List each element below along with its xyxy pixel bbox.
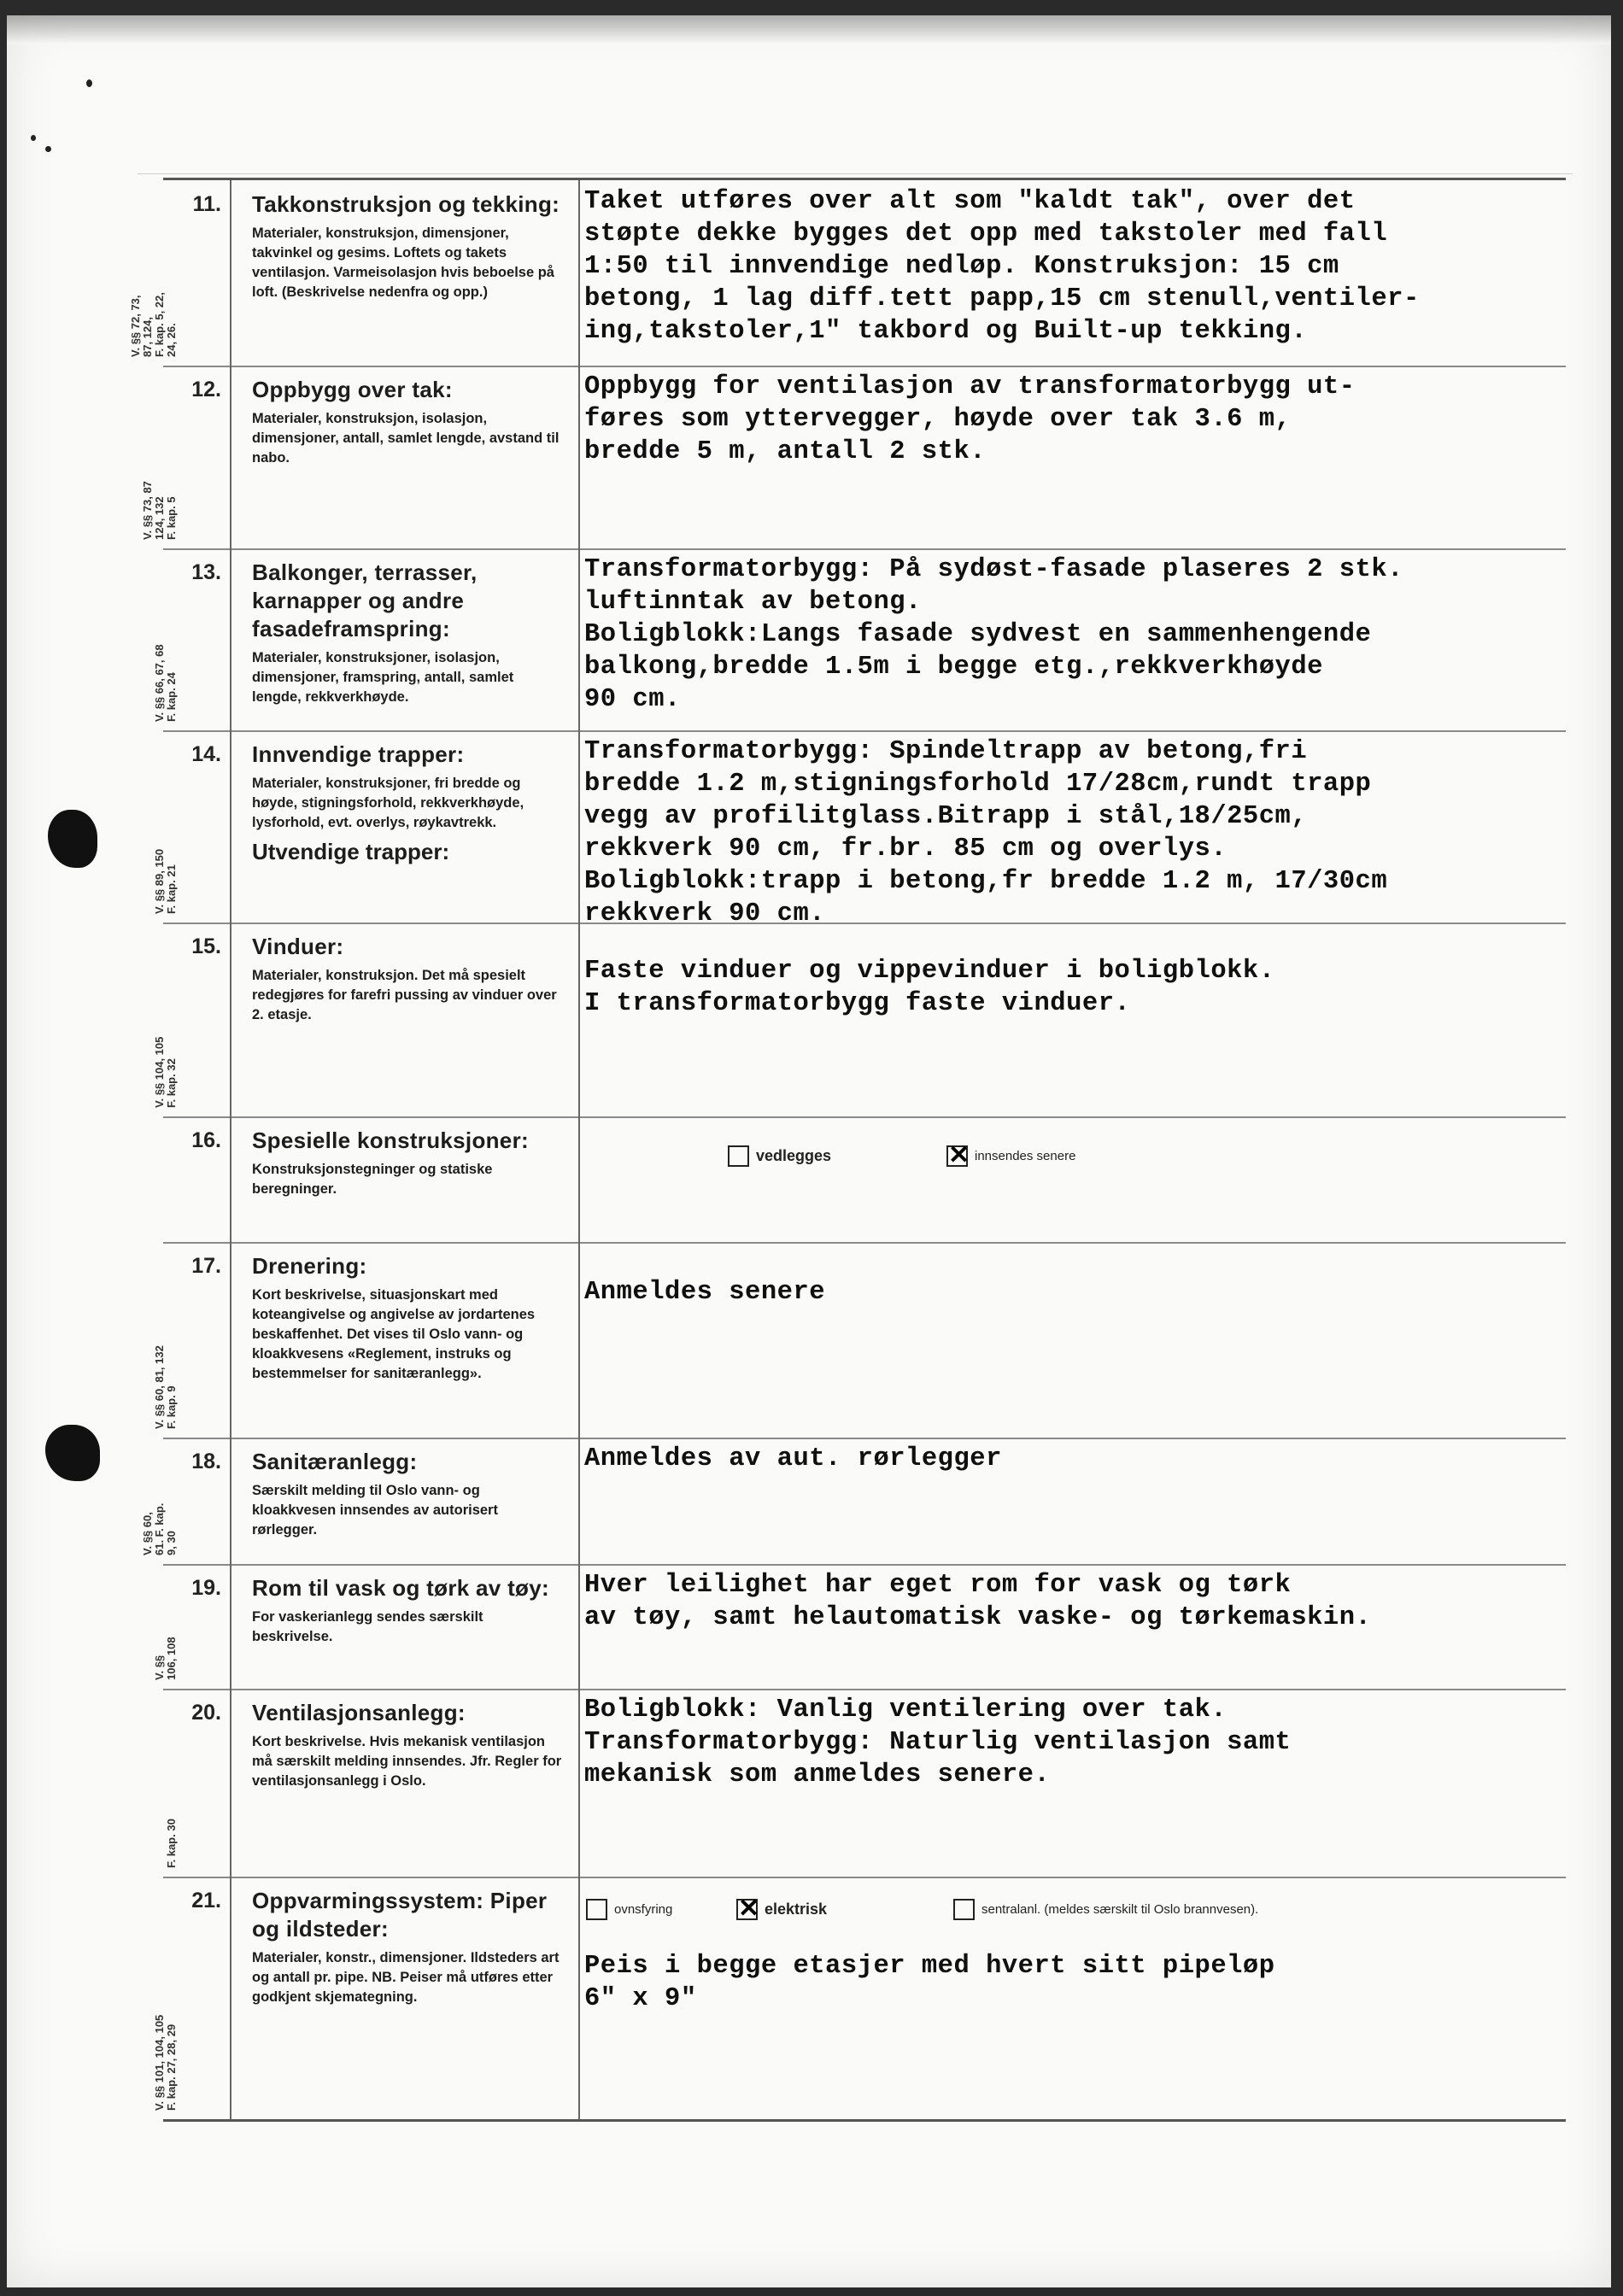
section-ref-column	[153, 1564, 231, 1689]
section-number: 11.	[192, 192, 221, 216]
option-stove-heating[interactable]	[586, 1899, 672, 1920]
checkbox-label: ovnsfyring	[614, 1902, 673, 1917]
section-instructions: Materialer, konstruksjon, isolasjon, dimensjoner, antall, samlet lengde, avstand til nabo.	[252, 411, 560, 466]
checkbox[interactable]	[586, 1899, 607, 1920]
option-attached[interactable]	[728, 1145, 831, 1167]
section-heading: Takkonstruksjon og tekking:	[252, 191, 560, 217]
section-label	[230, 1877, 580, 2119]
checkbox[interactable]: ✕	[738, 1895, 760, 1923]
typed-answer: Taket utføres over alt som "kaldt tak", over det støpte dekke bygges det opp med takstoler med fall 1:50 til innvendige nedløp. Konstruksjon: 15 cm betong, 1 lag diff.tett papp,15 cm stenull,ventiler- ing,takstoler,1" takbord og Built-up tekking.	[584, 187, 1420, 346]
checkbox-label: elektrisk	[765, 1901, 828, 1918]
option-electric[interactable]	[736, 1895, 828, 1923]
typed-answer: Transformatorbygg: På sydøst-fasade plaseres 2 stk. luftinntak av betong. Boligblokk:Langs fasade sydvest en sammenhengende balkong,bredde 1.5m i begge etg.,rekkverkhøyde 90 cm.	[584, 555, 1403, 714]
checkbox[interactable]: ✕	[948, 1141, 970, 1169]
law-reference: V. §§ 72, 73, 87, 124, F. kap. 5, 22, 24, 26.	[129, 292, 178, 357]
section-heading: Sanitæranlegg:	[252, 1449, 418, 1474]
typed-answer: Transformatorbygg: Spindeltrapp av betong,fri bredde 1.2 m,stigningsforhold 17/28cm,rundt trapp vegg av profilitglass.Bitrapp i stål,18/25cm, rekkverk 90 cm, fr.br. 85 cm og overlys. Boligblokk:trapp i betong,fr bredde 1.2 m, 17/30cm rekkverk 90 cm.	[584, 737, 1388, 928]
construction-description-form	[129, 178, 1566, 2122]
section-number: 19.	[191, 1576, 221, 1600]
checkbox[interactable]	[728, 1145, 749, 1167]
typed-answer: Peis i begge etasjer med hvert sitt pipeløp 6" x 9"	[584, 1952, 1275, 2013]
section-16-special-constructions	[163, 1116, 1566, 1244]
section-number: 20.	[191, 1701, 221, 1725]
section-heading: Rom til vask og tørk av tøy:	[252, 1575, 549, 1601]
section-heading: Oppbygg over tak:	[252, 377, 453, 402]
section-number: 16.	[191, 1128, 221, 1152]
section-ref-column	[153, 1877, 231, 2119]
typed-answer: Anmeldes senere	[584, 1278, 826, 1307]
section-12-roof-structures	[141, 366, 1566, 550]
law-reference: V. §§ 66, 67, 68 F. kap. 24	[153, 644, 178, 722]
section-ref-column	[129, 180, 231, 366]
section-instructions: Materialer, konstruksjon. Det må spesielt redegjøres for farefri pussing av vinduer over 2. etasje.	[252, 968, 557, 1022]
section-number: 14.	[191, 742, 221, 766]
section-label	[230, 922, 580, 1116]
section-11-roof	[129, 180, 1566, 367]
checkbox-label: vedlegges	[756, 1147, 832, 1164]
law-reference: F. kap. 30	[165, 1819, 178, 1868]
checkbox-label: sentralanl. (meldes særskilt til Oslo brannvesen).	[981, 1902, 1259, 1917]
section-instructions: Konstruksjonstegninger og statiske beregninger.	[252, 1162, 493, 1197]
section-instructions: Materialer, konstruksjon, dimensjoner, takvinkel og gesims. Loftets og takets ventilasjon. Varmeisolasjon hvis beboelse på loft. (Beskrivelse nedenfra og opp.)	[252, 226, 554, 300]
law-reference: V. §§ 60, 61. F. kap. 9, 30	[141, 1502, 178, 1555]
section-20-ventilation	[163, 1689, 1566, 1878]
scanned-form-page	[7, 15, 1611, 2287]
section-21-heating	[153, 1877, 1566, 2119]
section-ref-column	[141, 366, 231, 548]
section-instructions: Materialer, konstruksjoner, fri bredde og høyde, stigningsforhold, rekkverkhøyde, lysforhold, evt. overlys, røykavtrekk.	[252, 776, 524, 830]
section-18-sanitary	[141, 1438, 1566, 1566]
binder-hole-mark	[45, 1425, 100, 1481]
section-ref-column	[153, 548, 231, 730]
typed-answer: Anmeldes av aut. rørlegger	[584, 1444, 1002, 1473]
option-central-heating[interactable]	[953, 1899, 1258, 1920]
section-19-laundry	[153, 1564, 1566, 1690]
section-number: 12.	[191, 378, 221, 401]
section-ref-column	[141, 1438, 231, 1564]
binder-hole-mark	[48, 810, 97, 868]
section-17-drainage	[153, 1242, 1566, 1439]
section-instructions: Materialer, konstr., dimensjoner. Ildsteders art og antall pr. pipe. NB. Peiser må utføres etter godkjent skjemategning.	[252, 1950, 560, 2005]
section-label	[230, 1689, 580, 1877]
section-ref-column	[163, 1116, 231, 1242]
section-13-balconies	[153, 548, 1566, 732]
section-ref-column	[153, 1242, 231, 1438]
section-label	[230, 1242, 580, 1438]
checkbox-label: innsendes senere	[975, 1149, 1076, 1163]
typed-answer: Boligblokk: Vanlig ventilering over tak. Transformatorbygg: Naturlig ventilasjon samt mekanisk som anmeldes senere.	[584, 1696, 1292, 1789]
section-heading: Innvendige trapper:	[252, 741, 465, 767]
law-reference: V. §§ 60, 81, 132 F. kap. 9	[153, 1345, 178, 1429]
section-heading: Spesielle konstruksjoner:	[252, 1128, 529, 1153]
law-reference: V. §§ 101, 104, 105 F. kap. 27, 28, 29	[153, 2014, 178, 2111]
ink-speck	[86, 79, 92, 87]
section-14-stairs	[153, 730, 1566, 928]
section-number: 17.	[191, 1254, 221, 1278]
law-reference: V. §§ 106, 108	[153, 1637, 178, 1680]
section-heading: Vinduer:	[252, 934, 344, 959]
section-number: 18.	[191, 1450, 221, 1473]
ink-speck	[31, 135, 36, 141]
section-label	[230, 1116, 580, 1242]
section-15-windows	[153, 922, 1566, 1118]
section-heading-outdoor-stairs: Utvendige trapper:	[252, 839, 450, 864]
section-number: 13.	[191, 560, 221, 584]
section-heading: Oppvarmingssystem: Piper og ildsteder:	[252, 1888, 548, 1942]
checkbox[interactable]	[953, 1899, 975, 1920]
top-rule	[138, 173, 1573, 174]
section-label	[230, 366, 580, 548]
section-label	[230, 548, 580, 730]
section-number: 15.	[191, 934, 221, 958]
section-heading: Balkonger, terrasser, karnapper og andre fasadeframspring:	[252, 559, 478, 641]
section-heading: Drenering:	[252, 1253, 367, 1279]
section-instructions: Kort beskrivelse, situasjonskart med koteangivelse og angivelse av jordartenes beskaffenhet. Det vises til Oslo vann- og kloakkvesens «Reglement, instruks og bestemmelser for sanitæranlegg».	[252, 1287, 536, 1381]
section-heading: Ventilasjonsanlegg:	[252, 1700, 466, 1725]
section-number: 21.	[191, 1889, 221, 1912]
section-label	[230, 1564, 580, 1689]
section-ref-column	[163, 1689, 231, 1877]
section-label	[230, 180, 580, 366]
section-ref-column	[153, 730, 231, 922]
law-reference: V. §§ 104, 105 F. kap. 32	[153, 1036, 178, 1108]
typed-answer: Faste vinduer og vippevinduer i boligblokk. I transformatorbygg faste vinduer.	[584, 957, 1275, 1018]
scan-shadow-band	[7, 15, 1611, 44]
section-ref-column	[153, 922, 231, 1116]
section-instructions: For vaskerianlegg sendes særskilt beskrivelse.	[252, 1609, 483, 1644]
option-sent-later[interactable]	[946, 1141, 1076, 1169]
typed-answer: Hver leilighet har eget rom for vask og tørk av tøy, samt helautomatisk vaske- og tørkemaskin.	[584, 1571, 1372, 1632]
section-label	[230, 1438, 580, 1564]
typed-answer: Oppbygg for ventilasjon av transformatorbygg ut- føres som yttervegger, høyde over tak 3.6 m, bredde 5 m, antall 2 stk.	[584, 372, 1356, 466]
attachment-options	[584, 1116, 1566, 1242]
law-reference: V. §§ 89, 150 F. kap. 21	[153, 848, 178, 914]
law-reference: V. §§ 73, 87 124, 132 F. kap. 5	[141, 481, 178, 540]
section-label	[230, 730, 580, 922]
section-instructions: Materialer, konstruksjoner, isolasjon, dimensjoner, framspring, antall, samlet lengde, rekkverkhøyde.	[252, 650, 514, 705]
ink-speck	[45, 146, 51, 152]
section-instructions: Særskilt melding til Oslo vann- og kloakkvesen innsendes av autorisert rørlegger.	[252, 1483, 498, 1538]
section-instructions: Kort beskrivelse. Hvis mekanisk ventilasjon må særskilt melding innsendes. Jfr. Regler for ventilasjonsanlegg i Oslo.	[252, 1734, 562, 1789]
